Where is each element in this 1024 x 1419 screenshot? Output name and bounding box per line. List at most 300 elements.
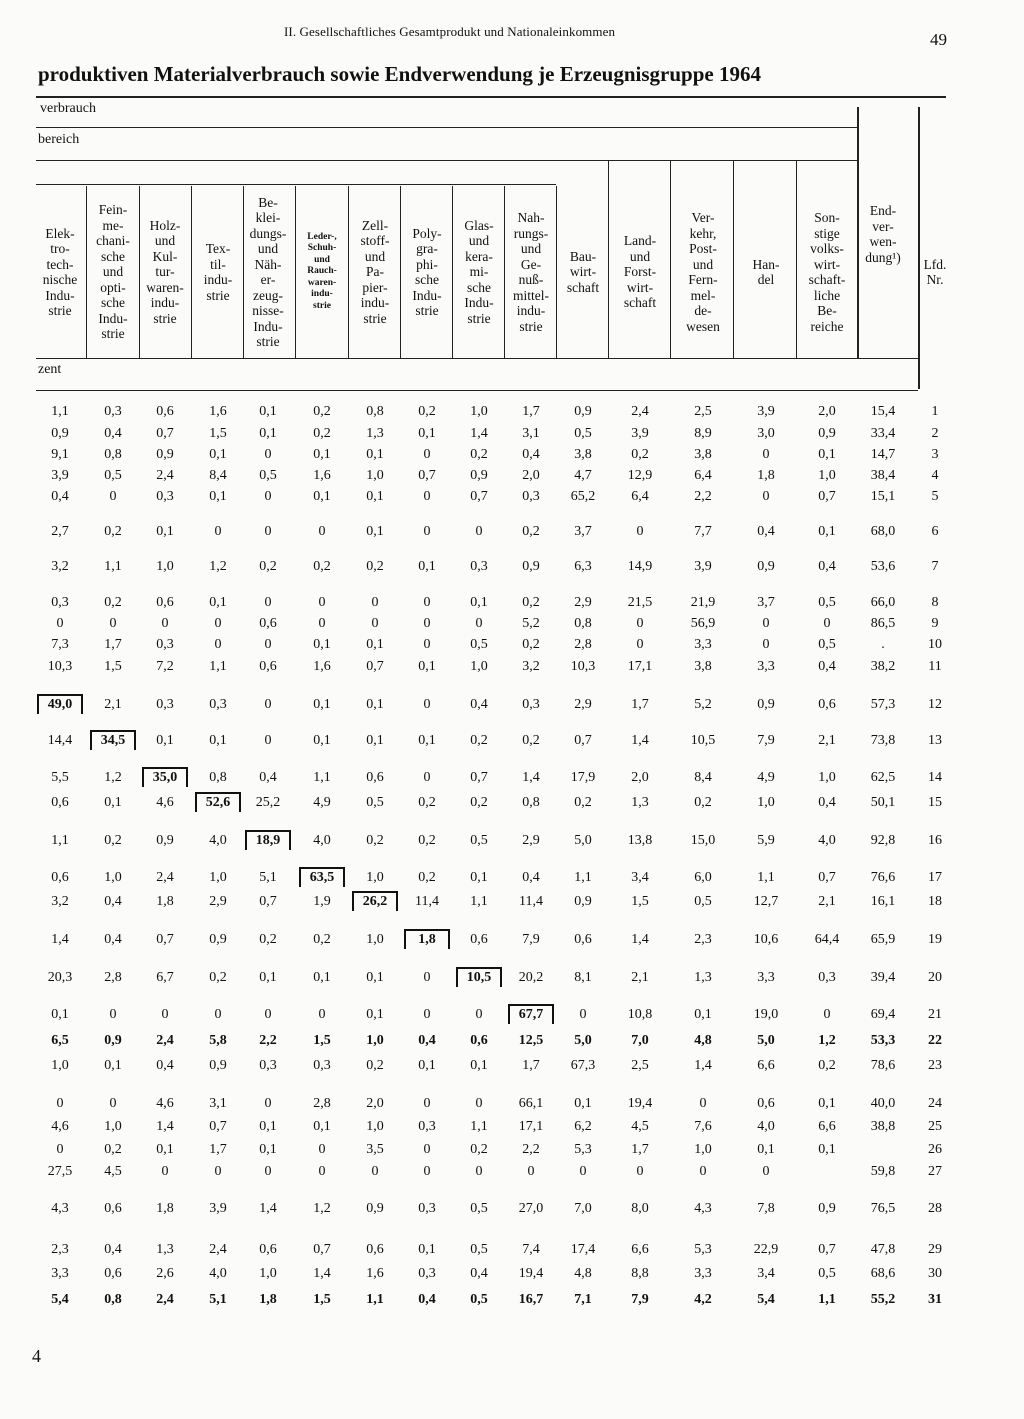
table-cell: 68,6 xyxy=(870,1266,896,1281)
row-number-cell: 6 xyxy=(931,524,939,539)
table-cell: 0,2 xyxy=(259,932,277,947)
table-cell: 1,8 xyxy=(259,1292,277,1307)
table-cell: 2,9 xyxy=(574,697,592,712)
column-header-6: Leder-, Schuh- und Rauch- waren- indu- strie xyxy=(307,231,337,311)
table-cell: 1,2 xyxy=(104,770,122,785)
table-cell: 0 xyxy=(318,1142,326,1157)
table-cell: 0,2 xyxy=(104,524,122,539)
table-cell: 0,6 xyxy=(366,770,384,785)
table-cell: 1,5 xyxy=(313,1033,331,1048)
table-cell: 0 xyxy=(423,1007,431,1022)
table-cell: 4,6 xyxy=(51,1119,69,1134)
table-row xyxy=(0,465,1024,487)
table-cell: 0,2 xyxy=(418,404,436,419)
table-cell: 4,6 xyxy=(156,795,174,810)
table-cell: 0,1 xyxy=(818,1096,836,1111)
table-cell: 0,1 xyxy=(366,733,384,748)
column-header-7: Zell- stoff- und Pa- pier- indu- strie xyxy=(360,217,390,326)
row-number-cell: 18 xyxy=(928,894,942,909)
table-cell: 0 xyxy=(371,616,379,631)
table-cell: 0 xyxy=(56,616,64,631)
table-cell: 0,7 xyxy=(818,870,836,885)
table-cell: 1,5 xyxy=(631,894,649,909)
table-cell: 0 xyxy=(161,1164,169,1179)
table-cell: 0,6 xyxy=(259,1242,277,1257)
row-number-cell: 8 xyxy=(931,595,939,610)
table-cell: 27,5 xyxy=(47,1164,73,1179)
table-cell: 3,3 xyxy=(757,970,775,985)
table-cell: 0,6 xyxy=(156,595,174,610)
table-row xyxy=(0,423,1024,445)
table-cell: 0,1 xyxy=(156,733,174,748)
table-row xyxy=(0,1161,1024,1183)
row-number-cell: 22 xyxy=(928,1033,942,1048)
table-cell: 6,3 xyxy=(574,559,592,574)
table-cell: 1,6 xyxy=(313,659,331,674)
table-cell: 5,1 xyxy=(259,870,277,885)
table-cell: 1,7 xyxy=(631,697,649,712)
table-cell: 0 xyxy=(527,1164,535,1179)
table-cell: 0,3 xyxy=(156,489,174,504)
table-cell xyxy=(859,1139,907,1161)
table-cell: 53,3 xyxy=(870,1033,896,1048)
table-cell: 0 xyxy=(264,637,272,652)
table-row xyxy=(0,1116,1024,1138)
table-cell: 10,6 xyxy=(753,932,779,947)
table-cell: 0,8 xyxy=(574,616,592,631)
table-cell: 0,1 xyxy=(366,970,384,985)
column-separator xyxy=(295,186,296,358)
table-cell: 0,2 xyxy=(418,795,436,810)
table-cell: 38,2 xyxy=(870,659,896,674)
row-number-cell: 17 xyxy=(928,870,942,885)
table-cell: 92,8 xyxy=(870,833,896,848)
table-cell: 7,1 xyxy=(574,1292,592,1307)
table-cell: 8,8 xyxy=(631,1266,649,1281)
table-cell: 3,9 xyxy=(757,404,775,419)
table-cell: 7,3 xyxy=(51,637,69,652)
table-cell: 1,1 xyxy=(366,1292,384,1307)
table-cell: 3,2 xyxy=(51,894,69,909)
row-number-cell: 15 xyxy=(928,795,942,810)
row-number-cell: 25 xyxy=(928,1119,942,1134)
table-cell: 0 xyxy=(264,733,272,748)
table-cell: 0,1 xyxy=(366,489,384,504)
table-cell: 0,1 xyxy=(313,637,331,652)
table-cell: 0,7 xyxy=(818,489,836,504)
table-cell: 0,9 xyxy=(757,559,775,574)
table-cell: 11,4 xyxy=(519,894,543,909)
table-cell: 0,9 xyxy=(574,404,592,419)
column-separator xyxy=(556,186,557,358)
table-cell: 0,1 xyxy=(156,1142,174,1157)
table-cell: 0,4 xyxy=(418,1292,436,1307)
table-row xyxy=(0,1055,1024,1077)
column-header-12: Land- und Forst- wirt- schaft xyxy=(623,233,657,311)
table-cell: 0,7 xyxy=(156,426,174,441)
table-cell: 4,9 xyxy=(757,770,775,785)
table-cell: 0 xyxy=(636,524,644,539)
table-cell: 55,2 xyxy=(870,1292,896,1307)
column-separator xyxy=(918,107,919,358)
row-number-cell: 9 xyxy=(931,616,939,631)
table-cell: 0,8 xyxy=(104,1292,122,1307)
table-cell: 0,1 xyxy=(757,1142,775,1157)
table-cell: 2,9 xyxy=(574,595,592,610)
table-cell: 0 xyxy=(318,1164,326,1179)
table-cell: 2,0 xyxy=(818,404,836,419)
table-row xyxy=(0,1139,1024,1161)
table-cell: 0 xyxy=(214,1164,222,1179)
table-cell: 2,0 xyxy=(631,770,649,785)
table-cell: 0,8 xyxy=(366,404,384,419)
table-cell: 17,9 xyxy=(570,770,596,785)
row-number-cell: 19 xyxy=(928,932,942,947)
table-title: produktiven Materialverbrauch sowie Endverwendung je Erzeugnisgruppe 1964 xyxy=(38,62,761,86)
table-cell: 0,4 xyxy=(522,447,540,462)
table-cell: 1,0 xyxy=(259,1266,277,1281)
table-cell: 0,2 xyxy=(366,833,384,848)
table-cell: 76,6 xyxy=(870,870,896,885)
table-cell: 6,0 xyxy=(694,870,712,885)
table-cell: 3,9 xyxy=(694,559,712,574)
table-row xyxy=(0,1263,1024,1285)
column-separator xyxy=(608,160,609,358)
table-cell: 0,4 xyxy=(51,489,69,504)
table-cell: 0,4 xyxy=(818,559,836,574)
table-cell: 0,9 xyxy=(51,426,69,441)
table-row xyxy=(0,634,1024,656)
table-row xyxy=(0,1239,1024,1261)
table-row xyxy=(0,613,1024,635)
table-cell: 7,9 xyxy=(757,733,775,748)
table-cell: 7,8 xyxy=(757,1201,775,1216)
table-cell: 50,1 xyxy=(870,795,896,810)
table-cell: 4,0 xyxy=(209,833,227,848)
table-cell: 0,7 xyxy=(259,894,277,909)
table-cell: 0,5 xyxy=(470,637,488,652)
table-cell: 0,1 xyxy=(366,1007,384,1022)
table-cell: 1,0 xyxy=(366,932,384,947)
table-cell: 3,5 xyxy=(366,1142,384,1157)
table-cell: 0,9 xyxy=(156,833,174,848)
column-header-16: End- ver- wen- dung¹) xyxy=(865,203,901,265)
table-cell: 1,0 xyxy=(366,1033,384,1048)
table-cell: 6,6 xyxy=(631,1242,649,1257)
table-cell: 0,5 xyxy=(818,595,836,610)
table-cell: 0,1 xyxy=(366,524,384,539)
table-cell: 3,9 xyxy=(209,1201,227,1216)
row-number-cell: 21 xyxy=(928,1007,942,1022)
table-cell: 0,6 xyxy=(470,1033,488,1048)
table-cell: 1,0 xyxy=(694,1142,712,1157)
table-cell: 0 xyxy=(264,1007,272,1022)
table-cell: 0 xyxy=(762,489,770,504)
column-separator xyxy=(243,186,244,358)
table-cell: 1,1 xyxy=(757,870,775,885)
table-cell: 7,9 xyxy=(522,932,540,947)
table-cell: 21,5 xyxy=(627,595,653,610)
table-cell: 0,4 xyxy=(104,1242,122,1257)
table-cell: 1,4 xyxy=(156,1119,174,1134)
table-cell: 1,4 xyxy=(522,770,540,785)
table-cell: 3,3 xyxy=(51,1266,69,1281)
table-cell: 0 xyxy=(423,1164,431,1179)
table-cell: 1,7 xyxy=(631,1142,649,1157)
table-cell: 1,6 xyxy=(209,404,227,419)
table-cell: 0 xyxy=(264,524,272,539)
table-cell: 62,5 xyxy=(870,770,896,785)
table-row xyxy=(0,1198,1024,1220)
table-cell: 0,2 xyxy=(366,559,384,574)
table-cell: 5,4 xyxy=(757,1292,775,1307)
table-cell: 59,8 xyxy=(870,1164,896,1179)
table-cell: 1,3 xyxy=(631,795,649,810)
table-cell: 0,1 xyxy=(313,697,331,712)
table-cell: 0,2 xyxy=(209,970,227,985)
table-cell: 0,7 xyxy=(470,770,488,785)
table-cell: 0,1 xyxy=(313,1119,331,1134)
table-cell: 86,5 xyxy=(870,616,896,631)
table-cell: 0,1 xyxy=(418,1242,436,1257)
column-header-15: Son- stige volks- wirt- schaft- liche Be- reiche xyxy=(808,210,846,334)
table-cell: 0 xyxy=(318,616,326,631)
table-cell: 1,0 xyxy=(757,795,775,810)
table-cell: 2,5 xyxy=(694,404,712,419)
table-cell: 3,0 xyxy=(757,426,775,441)
table-cell: 1,1 xyxy=(818,1292,836,1307)
table-cell: 5,1 xyxy=(209,1292,227,1307)
row-number-cell: 20 xyxy=(928,970,942,985)
table-cell: 22,9 xyxy=(753,1242,779,1257)
table-cell: 0 xyxy=(823,616,831,631)
table-cell: 53,6 xyxy=(870,559,896,574)
table-cell: 2,3 xyxy=(51,1242,69,1257)
table-cell: 1,0 xyxy=(104,870,122,885)
table-cell: 1,8 xyxy=(156,1201,174,1216)
table-cell: 1,1 xyxy=(51,833,69,848)
table-cell: 2,1 xyxy=(104,697,122,712)
table-cell: 0,2 xyxy=(522,595,540,610)
table-cell: 1,6 xyxy=(313,468,331,483)
table-cell: 16,7 xyxy=(518,1292,544,1307)
table-cell: 14,9 xyxy=(627,559,653,574)
table-cell: 2,4 xyxy=(209,1242,227,1257)
table-cell: 0,7 xyxy=(313,1242,331,1257)
column-separator xyxy=(504,186,505,358)
column-separator xyxy=(191,186,192,358)
table-cell: 4,3 xyxy=(694,1201,712,1216)
table-cell: 1,4 xyxy=(631,733,649,748)
row-number-cell: 14 xyxy=(928,770,942,785)
row-number-cell: 7 xyxy=(931,559,939,574)
column-separator xyxy=(86,186,87,358)
table-cell: 26,2 xyxy=(352,891,398,911)
table-cell: 0,4 xyxy=(818,659,836,674)
table-cell: 0,3 xyxy=(470,559,488,574)
table-cell: 0,3 xyxy=(522,489,540,504)
table-cell: 1,4 xyxy=(694,1058,712,1073)
table-cell: 0,1 xyxy=(104,795,122,810)
table-cell: 2,8 xyxy=(313,1096,331,1111)
table-cell: 0,1 xyxy=(259,426,277,441)
column-header-14: Han- del xyxy=(752,256,780,287)
table-cell: 5,3 xyxy=(694,1242,712,1257)
table-cell: 4,2 xyxy=(694,1292,712,1307)
row-number-cell: 28 xyxy=(928,1201,942,1216)
table-cell: 1,1 xyxy=(574,870,592,885)
table-cell: 0,1 xyxy=(818,524,836,539)
table-cell: 0,1 xyxy=(209,733,227,748)
table-cell: 3,9 xyxy=(631,426,649,441)
table-cell: 0 xyxy=(423,489,431,504)
row-number-cell: 11 xyxy=(928,659,942,674)
column-separator xyxy=(796,160,797,358)
table-cell: 0,1 xyxy=(209,447,227,462)
table-cell: 1,1 xyxy=(470,894,488,909)
table-cell: 1,7 xyxy=(522,1058,540,1073)
table-cell: 2,2 xyxy=(522,1142,540,1157)
table-cell: 0,9 xyxy=(522,559,540,574)
row-number-cell: 2 xyxy=(931,426,939,441)
table-cell: 0 xyxy=(699,1164,707,1179)
table-cell: 0,5 xyxy=(694,894,712,909)
table-cell: 0,1 xyxy=(418,659,436,674)
table-row xyxy=(0,694,1024,716)
table-row xyxy=(0,891,1024,913)
table-cell: 8,0 xyxy=(631,1201,649,1216)
unit-label: zent xyxy=(38,362,62,377)
table-cell: 8,4 xyxy=(209,468,227,483)
table-cell: 33,4 xyxy=(870,426,896,441)
table-cell: 7,6 xyxy=(694,1119,712,1134)
table-cell: 2,8 xyxy=(574,637,592,652)
table-cell: 0 xyxy=(371,595,379,610)
table-cell: 0,2 xyxy=(313,404,331,419)
table-cell: 34,5 xyxy=(90,730,136,750)
table-cell: 0,2 xyxy=(470,795,488,810)
column-header-13: Ver- kehr, Post- und Fern- mel- de- wesen xyxy=(686,210,720,334)
table-cell: 0 xyxy=(109,489,117,504)
table-row xyxy=(0,656,1024,678)
table-cell: 10,5 xyxy=(456,967,502,987)
table-cell: 2,8 xyxy=(104,970,122,985)
table-cell: 6,6 xyxy=(757,1058,775,1073)
table-cell: 19,0 xyxy=(753,1007,779,1022)
table-cell: 4,0 xyxy=(757,1119,775,1134)
table-cell: 2,1 xyxy=(631,970,649,985)
table-cell: 0,6 xyxy=(259,616,277,631)
table-cell: 17,1 xyxy=(518,1119,544,1134)
table-cell: 0,9 xyxy=(470,468,488,483)
table-cell: 10,5 xyxy=(690,733,716,748)
table-cell: 0,2 xyxy=(313,426,331,441)
table-cell: 0 xyxy=(109,616,117,631)
table-cell: 5,3 xyxy=(574,1142,592,1157)
table-row xyxy=(0,1289,1024,1311)
table-cell: 0,1 xyxy=(818,447,836,462)
table-cell: 67,7 xyxy=(508,1004,554,1024)
column-header-10: Nah- rungs- und Ge- nuß- mittel- indu- strie xyxy=(513,210,549,334)
table-cell: 0,6 xyxy=(574,932,592,947)
table-cell: 49,0 xyxy=(37,694,83,714)
table-cell: 76,5 xyxy=(870,1201,896,1216)
table-cell: 5,2 xyxy=(694,697,712,712)
table-cell: 5,5 xyxy=(51,770,69,785)
table-cell: 0,9 xyxy=(209,1058,227,1073)
table-cell: 0,4 xyxy=(522,870,540,885)
table-cell: 39,4 xyxy=(870,970,896,985)
table-cell: 8,1 xyxy=(574,970,592,985)
table-cell: 0,5 xyxy=(470,1242,488,1257)
row-number-cell: 3 xyxy=(931,447,939,462)
table-cell: 4,7 xyxy=(574,468,592,483)
table-cell: 0 xyxy=(264,1096,272,1111)
table-cell: 0,5 xyxy=(470,833,488,848)
column-separator xyxy=(452,186,453,358)
table-cell: 2,9 xyxy=(209,894,227,909)
table-cell: 7,0 xyxy=(574,1201,592,1216)
table-cell: 0,5 xyxy=(818,637,836,652)
table-row xyxy=(0,556,1024,578)
table-row xyxy=(0,967,1024,989)
table-cell: 16,1 xyxy=(870,894,896,909)
table-cell: 0,2 xyxy=(522,733,540,748)
table-cell: 1,4 xyxy=(631,932,649,947)
table-cell: 0,1 xyxy=(51,1007,69,1022)
table-cell: 0,1 xyxy=(209,595,227,610)
table-cell: 7,7 xyxy=(694,524,712,539)
table-cell: 0,1 xyxy=(694,1007,712,1022)
row-number-cell: 31 xyxy=(928,1292,942,1307)
table-cell: 0,3 xyxy=(313,1058,331,1073)
table-cell: 6,4 xyxy=(631,489,649,504)
table-cell: 0,2 xyxy=(313,932,331,947)
table-cell: 0,1 xyxy=(418,426,436,441)
table-cell: 0,3 xyxy=(156,697,174,712)
table-cell: 0,2 xyxy=(818,1058,836,1073)
column-header-2: Fein- me- chani- sche und opti- sche Indu- strie xyxy=(96,202,130,342)
table-cell: 0 xyxy=(636,1164,644,1179)
table-cell: 0,1 xyxy=(366,637,384,652)
table-cell: 10,3 xyxy=(47,659,73,674)
column-separator xyxy=(139,186,140,358)
table-cell: 0,7 xyxy=(574,733,592,748)
table-cell: 0 xyxy=(475,616,483,631)
table-cell: 0 xyxy=(636,637,644,652)
table-cell: 2,1 xyxy=(818,894,836,909)
table-cell: 0,6 xyxy=(818,697,836,712)
table-cell: 2,1 xyxy=(818,733,836,748)
table-cell: 1,2 xyxy=(818,1033,836,1048)
table-cell: 3,2 xyxy=(51,559,69,574)
table-cell: 52,6 xyxy=(195,792,241,812)
table-cell: 0 xyxy=(699,1096,707,1111)
row-number-cell: 1 xyxy=(931,404,939,419)
footer-number: 4 xyxy=(32,1346,41,1366)
table-cell: 73,8 xyxy=(870,733,896,748)
table-cell: 0 xyxy=(109,1007,117,1022)
table-cell: 38,8 xyxy=(870,1119,896,1134)
table-cell: 0 xyxy=(264,697,272,712)
table-cell: 0,7 xyxy=(818,1242,836,1257)
table-cell: 1,3 xyxy=(366,426,384,441)
table-cell: 0,1 xyxy=(470,870,488,885)
table-cell: 0,6 xyxy=(470,932,488,947)
table-cell: 0,4 xyxy=(104,894,122,909)
table-cell: 0,6 xyxy=(366,1242,384,1257)
table-cell: 0 xyxy=(423,1096,431,1111)
